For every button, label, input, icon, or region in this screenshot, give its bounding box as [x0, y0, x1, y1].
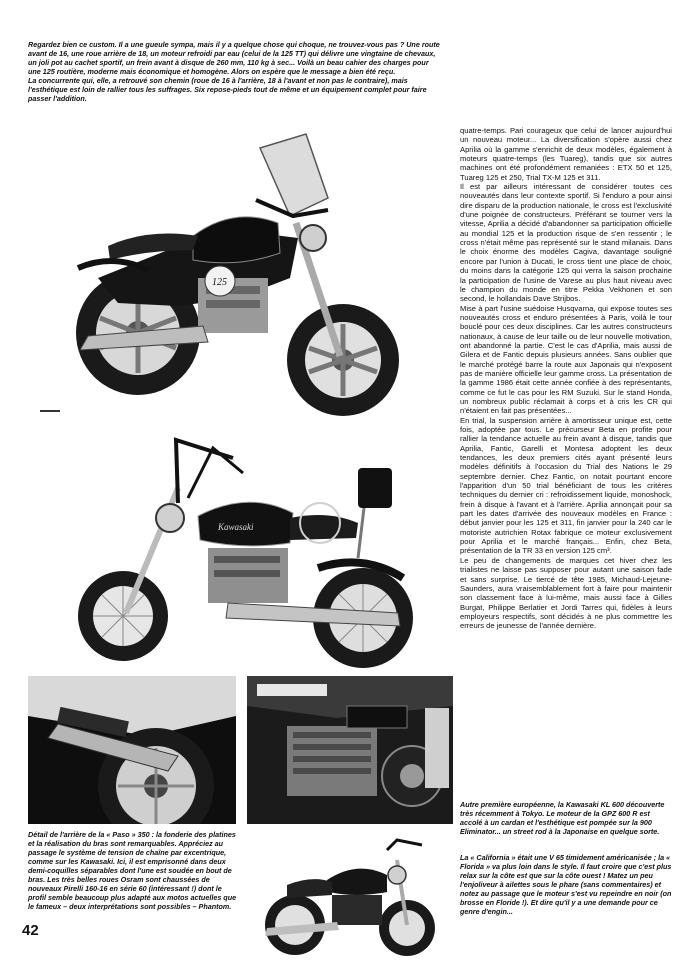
paso-rear-detail-photo — [28, 676, 236, 824]
page-number: 42 — [22, 922, 39, 939]
chopper-125-photo — [28, 428, 453, 673]
top-caption — [28, 40, 443, 103]
paso-caption-text: Détail de l'arrière de la « Paso » 350 : la fonderie des platines et la réalisation du bras sont remarquables. Appréciez au passage le système de tension de chaîne par excentrique, comme sur les Kawasaki. Ici, il est emprisonné dans deux demi-coquilles séparables dont l'une est soudée en bout de bras. Les très belles roues Osram sont chaussées de nouveaux Pirelli 160-16 en série 60 (intéressant !) dont le profil semble beaucoup plus adapté aux motos actuelles que le fameux – deux interprétations sont possibles – Phantom. — [28, 830, 237, 911]
article-paragraph: En trial, la suspension arrière à amortisseur unique est, cette fois, adoptée par tous. Le précurseur Beta en profite pour rallier la tendance actuelle au frein avant à disque, tandis que Aprilia, Fantic, Garelli et Montesa adoptent les deux tendances, les deux premiers cités ayant présenté leurs modèles définitifs à l'occasion du Trial des Nations le 29 septembre dernier. Chez Fantic, on notait pourtant encore l'apparition d'un 50 trial bénéficiant de tous les critères techniques du dernier cri : refroidissement liquide, monoshock, frein à disque à l'avant et à l'arrière. Aprilia annonçait pour sa part les dates d'arrivée des nouveaux modèles en France : début janvier pour les 125 et 311, fin janvier pour la 240 car le motoriste autrichien Rotax fabrique ce moteur exclusivement pour Aprilia et le marché français... Enfin, chez Beta, présentation de la TR 33 en version 125 cm³. — [460, 415, 672, 556]
article-paragraph: Le peu de changements de marques cet hiver chez les trialistes ne laisse pas supposer pour autant une saison fade et sans surprise. Le tiercé de tête 1985, Michaud-Lejeune-Saunders, aura vraisemblablement fort à faire pour maintenir son classement face à lui-même, mais aussi face à Gilles Burgat, Philippe Berlatier et Jordi Tarres qui, fidèles à leurs employeurs respectifs, sont décidés à ne plus commettre les erreurs de jeunesse de l'année dernière. — [460, 555, 672, 631]
kawasaki-caption-text: Autre première européenne, la Kawasaki KL 600 découverte très récemment à Tokyo. Le moteur de la GPZ 600 R est accolé à un cardan et l'esthétique est pompée sur la 900 Eliminator... un street rod à la Japonaise en quelque sorte. — [460, 800, 665, 836]
divider-mark — [40, 410, 60, 412]
article-paragraph: Mise à part l'usine suédoise Husqvarna, qui expose toutes ses nouveautés cross et enduro présentées à Paris, voilà le tour bouclé pour ces deux disciplines. Car les autres constructeurs nationaux, à cause de leur taille ou de leur nouvelle motivation, ont abandonné la partie. C'est le cas d'Aprilia, mais aussi de Gilera et de Fantic depuis plusieurs années. Sans oublier que le marché protégé barre la route aux Japonais qui n'exposent pas de manière officielle leur gamme cross. La présentation de la gamme 1986 était cette année confiée à des représentants, comme ce fut le cas pour les RM Suzuki. Sur le stand Honda, un nombreux public réclamait à corps et à cris les CR qui n'étaient en fait pas présentées... — [460, 303, 672, 416]
florida-caption-text: La « California » était une V 65 timidement américanisée ; la « Florida » va plus loin dans le style. Il faut croire que c'est plus relax sur la côte est que sur la côte ouest ! Matez un peu l'enjoliveur à ailettes sous le phare (sans commentaires) et notez au passage que le moteur s'est vu repeindre en noir (on brosse en Floride !). Et dire qu'il y a une demande pour ce genre d'engin... — [460, 853, 672, 916]
article-paragraph: Il est par ailleurs intéressant de considérer toutes ces nouveautés dans leur contexte sportif. Si l'enduro a pour ainsi dire disparu de la production nationale, le cross est l'exclusivité d'une poignée de constructeurs. Préférant se tourner vers la vitesse, Aprilia a décidé d'abandonner sa participation officielle au mondial 125 et la production risque de s'en ressentir ; le cross n'était même pas représenté sur le stand milanais. Dans le choix énorme des modèles Cagiva, davantage souligné encore par l'union à Ducati, le cross tient une place de choix, du moins dans la catégorie 125 qui verra la saison prochaine la participation de l'usine de Varese au plus haut niveau avec le champion du monde en titre Pekka Vekhonen et son second, le hollandais Dave Strijbos. — [460, 182, 672, 304]
florida-motorcycle-photo — [247, 830, 453, 960]
custom-125-photo — [28, 128, 453, 418]
side-badge-label: Kawasaki — [218, 522, 254, 532]
kawasaki-kl600-photo — [247, 676, 453, 824]
article-column — [460, 126, 672, 631]
top-caption-paragraph: La concurrente qui, elle, a retrouvé son chemin (roue de 16 à l'arrière, 18 à l'avant et non pas le contraire), mais l'esthétique est loin de rallier tous les suffrages. Six repose-pieds tout de même et un équipement complet pour faire passer l'addition. — [28, 76, 427, 103]
florida-caption — [460, 853, 672, 916]
paso-caption — [28, 830, 240, 911]
tank-badge-label: 125 — [212, 277, 227, 288]
article-paragraph: quatre-temps. Pari courageux que celui de lancer aujourd'hui un nouveau moteur... La diversification s'opère aussi chez Aprilia où la gamme s'enrichit de deux modèles, également à moteurs quatre-temps (les Tuareg), tandis que six autres machines ont été profondément remaniées : ETX 50 et 125, Tuareg 125 et 250, Trial TX-M 125 et 311. — [460, 126, 672, 182]
top-caption-paragraph: Regardez bien ce custom. Il a une gueule sympa, mais il y a quelque chose qui choque, ne trouvez-vous pas ? Une route avant de 16, une roue arrière de 18, un moteur refroidi par eau (celui de la 125 TT) qui délivre une vingtaine de chevaux, un joli pot au cachet sportif, un frein avant à disque de 260 mm, 110 kg à sec... Voilà un beau cahier des charges pour une 125 routière, moderne mais économique et homogène. Alors on espère que le message a bien été reçu. — [28, 40, 440, 76]
kawasaki-caption — [460, 800, 672, 836]
